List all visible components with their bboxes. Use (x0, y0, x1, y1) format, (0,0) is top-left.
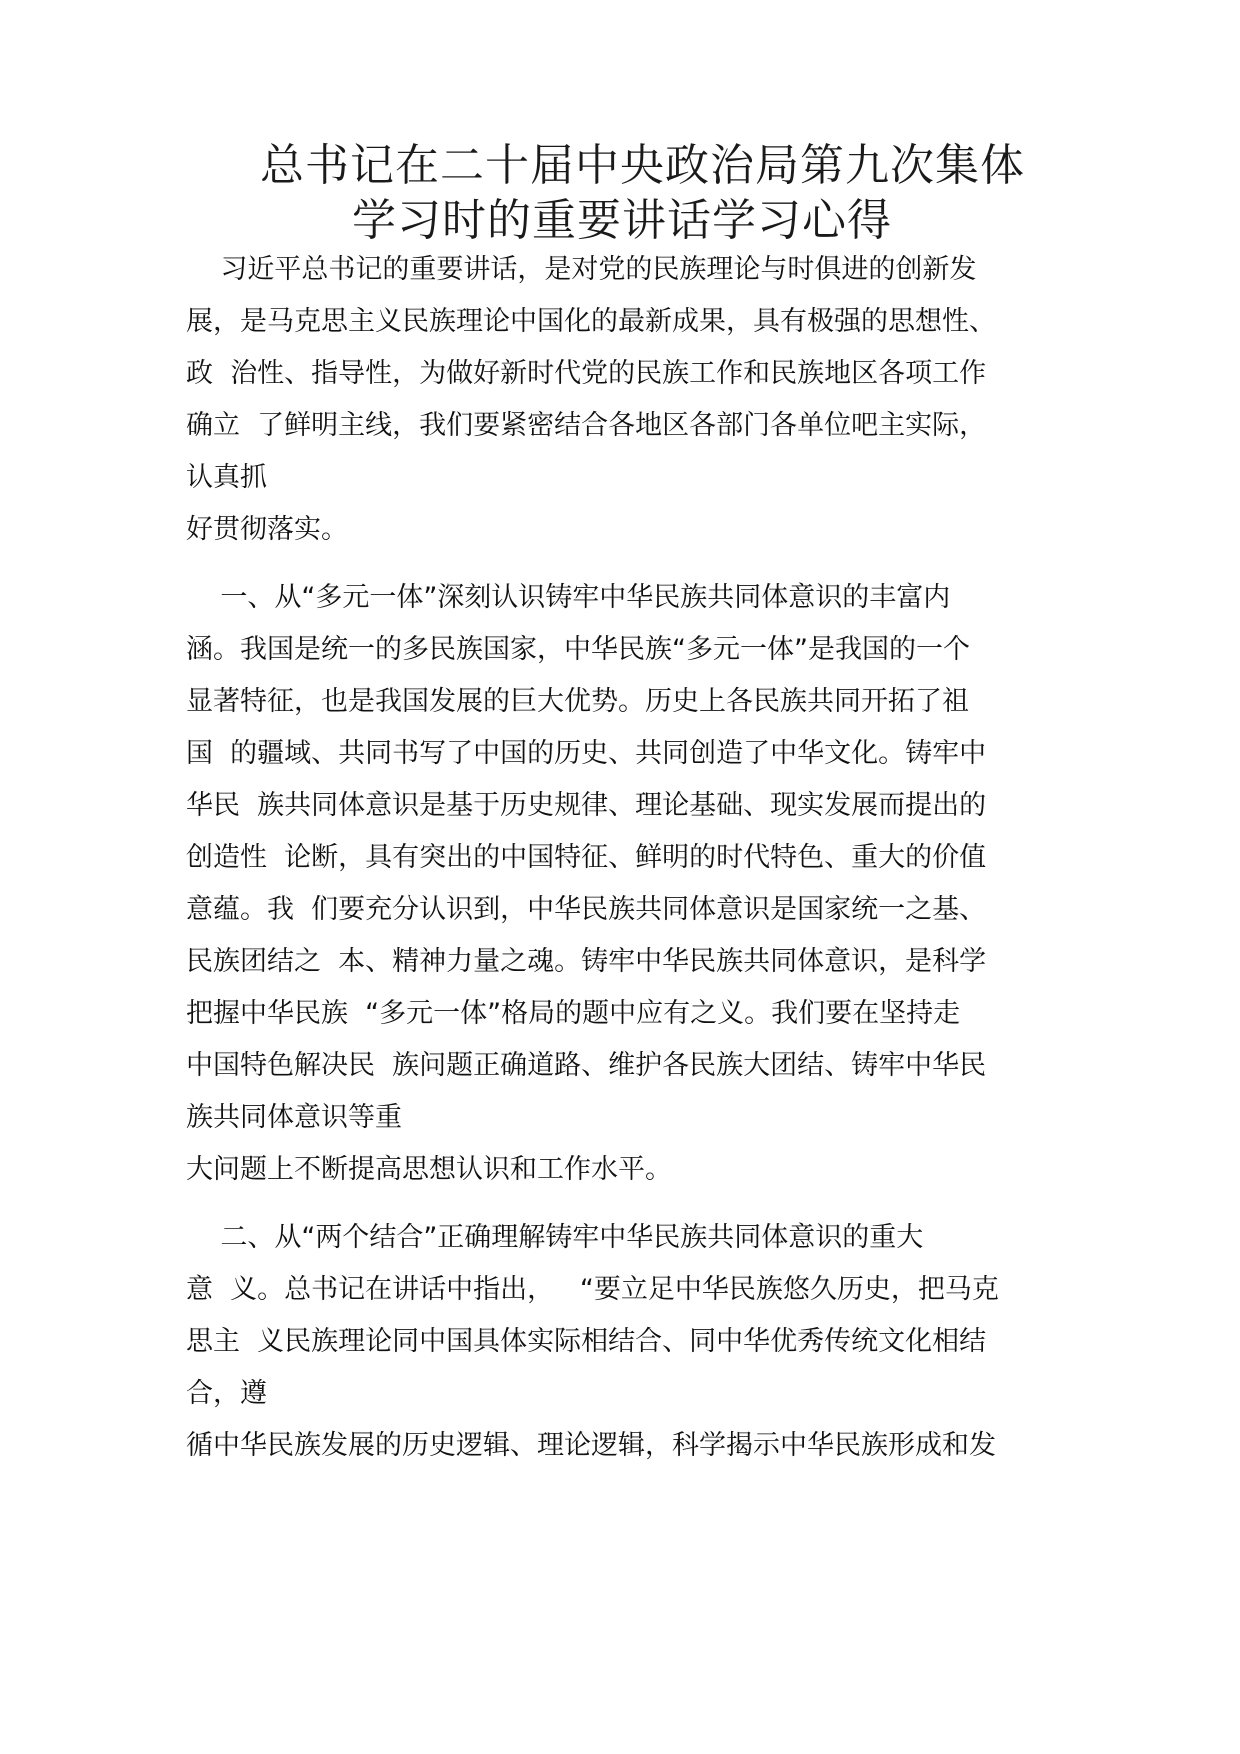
body-line: 合，遵 (186, 1378, 267, 1409)
body-line: 把握中华民族 “多元一体”格局的题中应有之义。我们要在坚持走 (186, 998, 961, 1029)
body-line: 族共同体意识等重 (186, 1102, 402, 1133)
document-title-line-1: 总书记在二十届中央政治局第九次集体 (260, 140, 1025, 191)
body-line: 认真抓 (186, 462, 267, 493)
body-line: 展，是马克思主义民族理论中国化的最新成果，具有极强的思想性、 (186, 306, 996, 337)
document-title-line-2: 学习时的重要讲话学习心得 (352, 195, 892, 246)
body-line: 创造性 论断，具有突出的中国特征、鲜明的时代特色、重大的价值 (186, 842, 987, 873)
body-line: 思主 义民族理论同中国具体实际相结合、同中华优秀传统文化相结 (186, 1326, 987, 1357)
body-line: 涵。我国是统一的多民族国家，中华民族“多元一体”是我国的一个 (186, 634, 970, 665)
body-line: 政 治性、指导性，为做好新时代党的民族工作和民族地区各项工作 (186, 358, 987, 389)
body-line: 民族团结之 本、精神力量之魂。铸牢中华民族共同体意识，是科学 (186, 946, 987, 977)
body-line: 华民 族共同体意识是基于历史规律、理论基础、现实发展而提出的 (186, 790, 987, 821)
body-line: 一、从“多元一体”深刻认识铸牢中华民族共同体意识的丰富内 (186, 582, 951, 613)
body-line: 二、从“两个结合”正确理解铸牢中华民族共同体意识的重大 (186, 1222, 924, 1253)
body-line: 意蕴。我 们要充分认识到，中华民族共同体意识是国家统一之基、 (186, 894, 987, 925)
body-line: 习近平总书记的重要讲话，是对党的民族理论与时俱进的创新发 (186, 254, 977, 285)
body-line: 循中华民族发展的历史逻辑、理论逻辑，科学揭示中华民族形成和发 (186, 1430, 996, 1461)
body-line: 中国特色解决民 族问题正确道路、维护各民族大团结、铸牢中华民 (186, 1050, 987, 1081)
body-line: 确立 了鲜明主线，我们要紧密结合各地区各部门各单位吧主实际， (186, 410, 987, 441)
body-line: 国 的疆域、共同书写了中国的历史、共同创造了中华文化。铸牢中 (186, 738, 987, 769)
body-line: 显著特征，也是我国发展的巨大优势。历史上各民族共同开拓了祖 (186, 686, 969, 717)
body-line: 好贯彻落实。 (186, 514, 348, 545)
body-line: 意 义。总书记在讲话中指出， “要立足中华民族悠久历史，把马克 (186, 1274, 999, 1305)
body-line: 大问题上不断提高思想认识和工作水平。 (186, 1154, 672, 1185)
